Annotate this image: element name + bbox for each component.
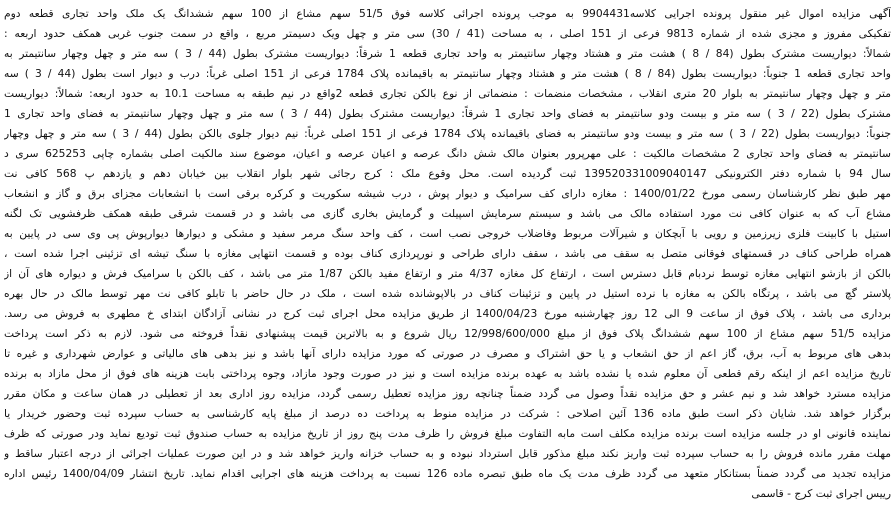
notice-line-8: سانتیمتر به فضای واحد تجاری 2 مشخصات مالکیت : علی مهرپرور بعنوان مالک شش دانگ عرصه و اعیان عرصه و اعیان، موضوع سند مالکیت اصلی بشماره چاپی 625253 سری د bbox=[4, 147, 891, 160]
notice-signature: رییس اجرای ثبت کرج - قاسمی bbox=[751, 487, 891, 500]
notice-line-16: برداری می باشد ، پلاک فوق از ساعت 9 الی 12 روز چهارشنبه مورخ 1400/04/23 از طریق مزایده محل اجرای ثبت کرج در نشانی آزادگان ابتدای خ مطهری به فروش می رسد. bbox=[4, 307, 891, 320]
notice-line-12: استیل با کابینت فلزی زیرزمین و رویی با آبچکان و شیرآلات مربوط وفاضلاب خروجی نصب است ، کف واحد سنگ مرمر سفید و مشکی و دیوارها دیوارپوش پی وی سی در پایین به bbox=[4, 227, 891, 240]
notice-line-23: مهلت مقرر مانده فروش را به حساب سپرده ثبت واریز نکند مبلغ مذکور قابل استرداد نبوده و به حساب خزانه واریز خواهد شد و در این صورت عملیات اجرائی از درجه اعتبار ساقط و bbox=[4, 447, 891, 460]
notice-line-14: بالکن از بازشو انتهایی مغازه توسط نردبام قابل دسترس است ، ارتفاع کل مغازه 4/37 متر و ارتفاع مفید بالکن 1/87 متر می باشد ، کف بالکن با سرامیک فرش و دیواره های آن از bbox=[4, 267, 891, 280]
notice-line-24: مزایده تجدید می گردد ضمناً بستانکار متعهد می گردد ظرف مدت یک ماه طبق تبصره ماده 126 نسبت به پرداخت هزینه های اجرایی اقدام نماید. تاریخ انتشار 1400/04/09 رئیس اداره bbox=[4, 467, 891, 480]
notice-line-4: واحد تجاری قطعه 1 جنوباً: دیواریست بطول (84 / 8 ) هشت متر و هشتاد وچهار سانتیمتر به باقیمانده پلاک 1784 فرعی از 151 اصلی غرباً: درب و دیوار است بطول (44 / 3 ) سه bbox=[4, 67, 891, 80]
notice-line-18: بدهی های مربوط به آب، برق، گاز اعم از حق انشعاب و یا حق اشتراک و مصرف در صورتی که مورد مزایده دارای آنها باشد و نیز بدهی های مالیاتی و عوارض شهرداری و غیره تا bbox=[4, 347, 891, 360]
notice-line-11: مشاع آب که به عنوان کافی نت مورد استفاده مالک می باشد و سیستم سرمایش اسپیلت و گرمایش بخاری گازی می باشد و در قسمت شرقی طبقه همکف ظرفشویی تک لگنه bbox=[4, 207, 891, 220]
notice-line-6: مشترک بطول (22 / 3 ) سه متر و بیست ودو سانتیمتر به فضای واحد تجاری 1 شرقاً: دیواریست مشترک بطول (44 / 3 ) سه متر و چهل وچهار سانتیمتر به فضای واحد تجاری 1 bbox=[4, 107, 891, 120]
notice-line-10: مهر طبق نظر کارشناسان رسمی مورخ 1400/01/22 : مغازه دارای کف سرامیک و دیوار پوش ، درب شیشه سکوریت و کرکره برقی است با انشعابات مجزای برق و گاز و انشعاب bbox=[4, 187, 891, 200]
notice-line-15: پلاستر گچ می باشد ، پرتگاه بالکن به مغازه با نرده استیل در پایین و تزئینات کناف در بالاپوشانده شده است ، ملک در حال حاضر با تابلو کافی نت مهر توسط مالک در حال بهره bbox=[4, 287, 891, 300]
notice-line-13: همراه طراحی کناف در قسمتهای فوقانی متصل به سقف می باشد ، سقف دارای طراحی و نورپردازی کناف بوده و قسمت انتهایی مغازه با سنگ تیشه ای تزئینی اجرا شده است ، bbox=[4, 247, 891, 260]
notice-line-20: مزایده مسترد خواهد شد و نیم عشر و حق مزایده نقداً وصول می گردد ضمناً چنانچه روز مزایده تعطیل رسمی گردد، مزایده روز اداری بعد از تعطیلی در همان ساعت و مکان مقرر bbox=[4, 387, 891, 400]
notice-line-1: آگهی مزایده اموال غیر منقول پرونده اجرایی کلاسه9904431 به موجب پرونده اجرائی کلاسه فوق 51/5 سهم مشاع از 100 سهم ششدانگ یک ملک واحد تجاری قطعه دوم bbox=[4, 7, 891, 20]
notice-line-21: برگزار خواهد شد. شایان ذکر است طبق ماده 136 آئین اصلاحی : شرکت در مزایده منوط به پرداخت ده درصد از مبلغ پایه کارشناسی به حساب سپرده ثبت وحضور خریدار یا bbox=[4, 407, 891, 420]
notice-line-19: تاریخ مزایده اعم از اینکه رقم قطعی آن معلوم شده یا نشده باشد به عهده برنده مزایده است و نیز در صورت وجود مازاد، وجوه پرداختی بابت هزینه های فوق از محل مازاد به برنده bbox=[4, 367, 891, 380]
notice-line-5: متر و چهل وچهار سانتیمتر به بلوار 20 متری انقلاب ، مشخصات منضمات : منضماتی از نوع بالکن تجاری قطعه 2واقع در نیم طبقه به مساحت 10.1 به حدود اربعه: شمالاً: دیواریست bbox=[4, 87, 891, 100]
notice-line-22: نماینده قانونی او در جلسه مزایده است برنده مزایده مکلف است مابه التفاوت مبلغ فروش را ظرف مدت پنج روز از تاریخ مزایده به حساب صندوق ثبت تودیع نماید ودر صورتی که ظرف bbox=[4, 427, 891, 440]
notice-line-2: تفکیکی مفروز و مجزی شده از شماره 9813 فرعی از 151 اصلی ، به مساحت (41 / 30) سی متر و چهل ویک دسیمتر مربع ، واقع در سمت جنوب غربی همکف حدود اربعه : bbox=[4, 27, 891, 40]
notice-line-17: مزایده 51/5 سهم مشاع از 100 سهم ششدانگ پلاک فوق از مبلغ 12/998/600/000 ریال شروع و به بالاترین قیمت پیشنهادی نقداً فروخته می شود. لازم به ذکر است پرداخت bbox=[4, 327, 891, 340]
notice-line-3: شمالاً: دیواریست مشترک بطول (84 / 8 ) هشت متر و هشتاد وچهار سانتیمتر به واحد تجاری قطعه 1 شرقاً: دیواریست مشترک بطول (44 / 3 ) سه متر و چهل وچهار سانتیمتر به bbox=[4, 47, 891, 60]
notice-line-7: جنوباً: دیواریست بطول (22 / 3 ) سه متر و بیست ودو سانتیمتر به فضای باقیمانده پلاک 1784 فرعی از 151 اصلی غرباً: نیم دیوار جلوی بالکن بطول (44 / 3 ) سه متر و چهل وچهار bbox=[4, 127, 891, 140]
notice-line-9: سال 94 با شماره دفتر الکترونیکی 139520331009040147 ثبت گردیده است. محل وقوع ملک : کرج رجائی شهر بلوار انقلاب بین خیابان دهم و یازدهم پ 568 کافی نت bbox=[4, 167, 891, 180]
